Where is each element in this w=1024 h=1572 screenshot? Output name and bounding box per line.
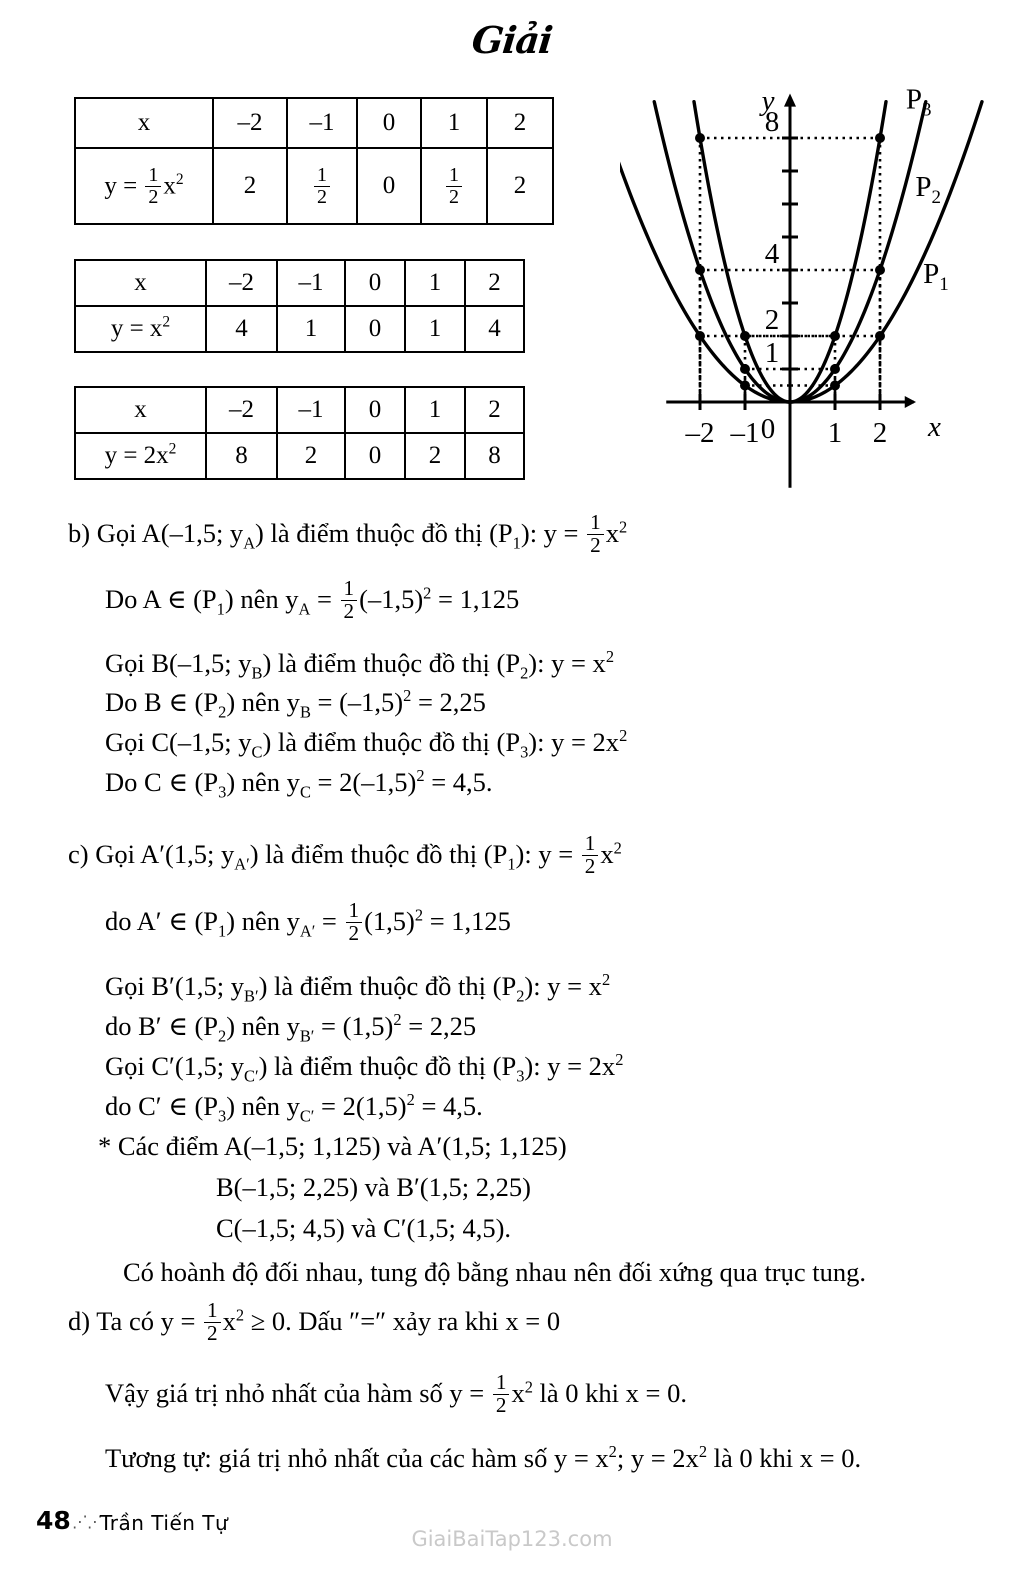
text-fragment: là 0 khi x = 0. xyxy=(707,1443,862,1473)
text-line-b6 xyxy=(105,766,493,802)
text-line-points-b: B(–1,5; 2,25) và B′(1,5; 2,25) xyxy=(216,1172,531,1202)
fraction-denominator: 2 xyxy=(145,186,161,207)
fraction xyxy=(341,578,358,622)
formula-exponent: 2 xyxy=(619,726,628,746)
formula-exponent: 2 xyxy=(393,1010,402,1030)
table-cell-y xyxy=(287,148,357,224)
text-fragment: ≥ 0. Dấu ″=″ xảy ra khi x = 0 xyxy=(244,1306,561,1337)
subscript: C′ xyxy=(299,1106,315,1126)
table-cell-y: 0 xyxy=(357,148,421,224)
formula-exponent: 2 xyxy=(414,905,424,925)
text-fragment: là 0 khi x = 0. xyxy=(532,1378,687,1409)
text-fragment: = xyxy=(315,906,344,937)
fraction xyxy=(493,1372,510,1416)
text-line-c6 xyxy=(105,1090,483,1126)
text-fragment: do C′ ∈ (P xyxy=(105,1091,219,1121)
text-fragment: ) nên y xyxy=(226,687,300,717)
svg-text:P3: $P_3$ xyxy=(905,83,932,121)
table-cell-x: 2 xyxy=(487,98,553,148)
fraction-denominator: 2 xyxy=(204,1322,221,1345)
text-fragment: do A′ ∈ (P xyxy=(105,906,219,937)
subscript: 1 xyxy=(507,854,516,874)
subscript: 3 xyxy=(520,742,529,762)
svg-text:2: 2 xyxy=(872,417,888,449)
table-cell-y: 2 xyxy=(405,433,465,479)
page-number: 48 xyxy=(36,1506,71,1535)
table-cell-x: 1 xyxy=(405,387,465,433)
svg-text:2: 2 xyxy=(764,304,780,336)
graph-curves xyxy=(620,102,982,402)
svg-text:–1: –1 xyxy=(730,417,760,449)
text-fragment: Gọi B(–1,5; y xyxy=(105,648,252,678)
formula-variable: x xyxy=(605,518,619,549)
fraction xyxy=(587,512,604,556)
table-cell-y xyxy=(421,148,487,224)
text-fragment: ): y = xyxy=(515,839,580,870)
table-cell-x: 0 xyxy=(345,387,405,433)
text-fragment: d) Ta có y = xyxy=(68,1306,203,1337)
formula-variable: x xyxy=(163,172,176,200)
value-table-p2 xyxy=(74,259,525,353)
text-fragment: do B′ ∈ (P xyxy=(105,1011,219,1041)
table-cell-x: 0 xyxy=(357,98,421,148)
svg-text:P2: $P_2$ xyxy=(915,170,942,208)
text-fragment: ; y = 2x xyxy=(616,1443,699,1473)
table-cell-y: 0 xyxy=(345,306,405,352)
text-fragment: ) nên y xyxy=(226,1091,300,1121)
text-fragment: Tương tự: giá trị nhỏ nhất của các hàm số y = x xyxy=(105,1443,609,1473)
text-line-b1 xyxy=(68,512,627,556)
text-fragment: = 4,5. xyxy=(424,767,493,797)
text-fragment: Gọi C′(1,5; y xyxy=(105,1051,245,1081)
parabola-graph xyxy=(620,50,1012,500)
text-fragment: = (1,5) xyxy=(314,1011,394,1041)
text-fragment: Gọi C(–1,5; y xyxy=(105,727,252,757)
text-fragment: b) Gọi A(–1,5; y xyxy=(68,518,244,549)
formula-prefix: y = 2x xyxy=(104,442,169,469)
formula-exponent: 2 xyxy=(605,647,615,667)
formula-exponent: 2 xyxy=(618,517,628,537)
fraction xyxy=(346,900,363,944)
table-row xyxy=(75,148,553,224)
fraction-numerator: 1 xyxy=(317,164,327,187)
subscript: A xyxy=(243,533,256,553)
fraction xyxy=(314,165,330,207)
subscript: C xyxy=(299,782,311,802)
svg-text:P1: $P_1$ xyxy=(923,258,949,296)
table-cell-x: 2 xyxy=(465,387,524,433)
text-fragment: ): y = xyxy=(520,518,586,549)
table-cell-x: –1 xyxy=(277,260,345,306)
svg-text:0: 0 xyxy=(760,413,776,445)
value-table-p1 xyxy=(74,97,554,225)
text-line-b4 xyxy=(105,686,486,722)
svg-text:4: 4 xyxy=(764,238,780,270)
table-cell-x: –1 xyxy=(277,387,345,433)
subscript: C xyxy=(251,742,263,762)
subscript: A′ xyxy=(234,854,250,874)
fraction-numerator: 1 xyxy=(343,576,355,600)
subscript: 3 xyxy=(218,1106,227,1126)
formula-exponent: 2 xyxy=(406,1090,415,1110)
text-fragment: ) nên y xyxy=(226,906,300,937)
svg-text:1: 1 xyxy=(764,337,780,369)
table-row xyxy=(75,98,553,148)
fraction xyxy=(582,833,599,877)
svg-text:–2: –2 xyxy=(685,417,715,449)
table-header-x: x xyxy=(75,260,206,306)
text-fragment: ): y = 2x xyxy=(528,727,620,757)
table-cell-y: 8 xyxy=(465,433,524,479)
text-fragment: ) là điểm thuộc đồ thị (P xyxy=(258,1051,517,1081)
table-header-y xyxy=(75,433,206,479)
table-cell-x: –2 xyxy=(206,260,277,306)
text-fragment: = 1,125 xyxy=(431,584,520,615)
text-fragment: ) là điểm thuộc đồ thị (P xyxy=(262,648,521,678)
table-header-y xyxy=(75,148,213,224)
text-fragment: Do C ∈ (P xyxy=(105,767,219,797)
svg-text:x: x xyxy=(927,411,941,443)
fraction-numerator: 1 xyxy=(495,1370,507,1394)
text-fragment: = 2,25 xyxy=(411,687,486,717)
text-line-b2 xyxy=(105,578,519,622)
text-line-c1 xyxy=(68,833,622,877)
formula-exponent: 2 xyxy=(175,171,184,189)
text-line-c2 xyxy=(105,900,511,944)
formula-prefix: y = xyxy=(104,172,144,200)
text-fragment: ) là điểm thuộc đồ thị (P xyxy=(262,727,521,757)
formula-exponent: 2 xyxy=(613,838,622,858)
subscript: 3 xyxy=(516,1066,525,1086)
subscript: 2 xyxy=(218,702,227,722)
fraction-denominator: 2 xyxy=(493,1394,510,1417)
formula-exponent: 2 xyxy=(235,1305,245,1325)
svg-text:y: y xyxy=(761,84,775,117)
fraction xyxy=(204,1300,221,1344)
value-table-p3 xyxy=(74,386,525,480)
formula-exponent: 2 xyxy=(416,766,425,786)
table-row xyxy=(75,387,524,433)
table-cell-y: 2 xyxy=(213,148,287,224)
formula-variable: x xyxy=(511,1378,525,1409)
fraction-numerator: 1 xyxy=(449,164,459,187)
formula-exponent: 2 xyxy=(601,970,611,990)
table-cell-x: –1 xyxy=(287,98,357,148)
fraction-denominator: 2 xyxy=(314,186,330,207)
page-title: Giải xyxy=(469,18,555,62)
table-cell-x: –2 xyxy=(213,98,287,148)
table-cell-y: 4 xyxy=(465,306,524,352)
text-fragment: Do B ∈ (P xyxy=(105,687,219,717)
subscript: C′ xyxy=(244,1066,259,1086)
subscript: A xyxy=(298,599,311,619)
text-line-d3 xyxy=(105,1443,861,1473)
text-fragment: c) Gọi A′(1,5; y xyxy=(68,839,235,870)
fraction-numerator: 1 xyxy=(207,1298,218,1322)
table-header-x: x xyxy=(75,387,206,433)
subscript: 2 xyxy=(516,986,525,1006)
subscript: B xyxy=(299,702,311,722)
fraction-denominator: 2 xyxy=(346,922,363,945)
formula-exponent: 2 xyxy=(524,1377,533,1397)
table-cell-x: –2 xyxy=(206,387,277,433)
fraction-numerator: 1 xyxy=(148,164,159,187)
fraction-numerator: 1 xyxy=(584,831,596,855)
site-watermark: GiaiBaiTap123.com xyxy=(411,1527,613,1551)
formula-exponent: 2 xyxy=(168,440,177,458)
table-cell-y: 8 xyxy=(206,433,277,479)
table-header-y xyxy=(75,306,206,352)
text-line-b5 xyxy=(105,726,628,762)
text-fragment: (1,5) xyxy=(364,906,415,937)
formula-exponent: 2 xyxy=(698,1442,708,1462)
table-cell-x: 1 xyxy=(421,98,487,148)
formula-variable: x xyxy=(600,839,614,870)
table-row xyxy=(75,306,524,352)
text-fragment: = 2(1,5) xyxy=(314,1091,407,1121)
table-cell-y: 2 xyxy=(277,433,345,479)
formula-exponent: 2 xyxy=(162,313,171,331)
text-line-conclusion: Có hoành độ đối nhau, tung độ bằng nhau nên đối xứng qua trục tung. xyxy=(123,1257,867,1287)
table-cell-y: 1 xyxy=(277,306,345,352)
text-line-b3 xyxy=(105,647,615,683)
subscript: B′ xyxy=(299,1026,315,1046)
formula-exponent: 2 xyxy=(403,686,412,706)
text-fragment: ): y = x xyxy=(528,648,606,678)
fraction xyxy=(446,165,462,207)
table-header-x: x xyxy=(75,98,213,148)
fraction-numerator: 1 xyxy=(348,898,360,922)
text-fragment: = 4,5. xyxy=(414,1091,483,1121)
subscript: 2 xyxy=(520,663,529,683)
text-fragment: ): y = x xyxy=(524,971,602,1001)
text-fragment: Vậy giá trị nhỏ nhất của hàm số y = xyxy=(105,1378,491,1409)
text-fragment: ) nên y xyxy=(226,1011,300,1041)
text-line-c3 xyxy=(105,970,611,1006)
subscript: A′ xyxy=(299,921,316,941)
text-line-c4 xyxy=(105,1010,477,1046)
fraction-denominator: 2 xyxy=(587,534,604,557)
fraction-denominator: 2 xyxy=(582,855,599,878)
text-fragment: ) là điểm thuộc đồ thị (P xyxy=(258,971,517,1001)
table-row xyxy=(75,260,524,306)
subscript: 1 xyxy=(218,921,227,941)
formula-exponent: 2 xyxy=(615,1050,624,1070)
text-fragment: = 2(–1,5) xyxy=(310,767,417,797)
fraction-denominator: 2 xyxy=(341,600,358,623)
table-cell-x: 1 xyxy=(405,260,465,306)
svg-text:1: 1 xyxy=(827,417,843,449)
text-fragment: Do A ∈ (P xyxy=(105,584,217,615)
text-fragment: ) nên y xyxy=(226,767,300,797)
text-fragment: ): y = 2x xyxy=(524,1051,616,1081)
subscript: 3 xyxy=(218,782,227,802)
subscript: B xyxy=(251,663,263,683)
table-cell-y: 2 xyxy=(487,148,553,224)
subscript: 1 xyxy=(512,533,521,553)
table-cell-y: 4 xyxy=(206,306,277,352)
text-fragment: ) là điểm thuộc đồ thị (P xyxy=(249,839,508,870)
subscript: 1 xyxy=(216,599,225,619)
formula-variable: x xyxy=(222,1306,236,1337)
text-fragment: = 1,125 xyxy=(423,906,511,937)
formula-exponent: 2 xyxy=(423,583,432,603)
table-cell-y: 0 xyxy=(345,433,405,479)
text-fragment: = 2,25 xyxy=(401,1011,477,1041)
table-cell-x: 0 xyxy=(345,260,405,306)
text-fragment: (–1,5) xyxy=(359,584,424,615)
text-line-points-c: C(–1,5; 4,5) và C′(1,5; 4,5). xyxy=(216,1213,512,1243)
text-fragment: Gọi B′(1,5; y xyxy=(105,971,245,1001)
text-line-points-a: * Các điểm A(–1,5; 1,125) và A′(1,5; 1,125) xyxy=(98,1131,567,1161)
fraction-denominator: 2 xyxy=(446,186,462,207)
text-fragment: = (–1,5) xyxy=(310,687,404,717)
decorative-mark-icon: ⋰⋰ xyxy=(72,1512,102,1531)
table-row xyxy=(75,433,524,479)
text-line-d1 xyxy=(68,1300,560,1344)
text-line-c5 xyxy=(105,1050,624,1086)
author-name: Trần Tiến Tự xyxy=(100,1511,229,1535)
formula-exponent: 2 xyxy=(608,1442,617,1462)
text-fragment: = xyxy=(310,584,339,615)
text-line-d2 xyxy=(105,1372,687,1416)
subscript: 2 xyxy=(218,1026,227,1046)
text-fragment: ) là điểm thuộc đồ thị (P xyxy=(255,518,513,549)
fraction-numerator: 1 xyxy=(590,510,601,534)
fraction xyxy=(145,165,161,207)
svg-text:8: 8 xyxy=(764,106,780,138)
table-cell-x: 2 xyxy=(465,260,524,306)
text-fragment: ) nên y xyxy=(224,584,299,615)
formula-prefix: y = x xyxy=(110,315,163,342)
table-cell-y: 1 xyxy=(405,306,465,352)
subscript: B′ xyxy=(244,986,259,1006)
